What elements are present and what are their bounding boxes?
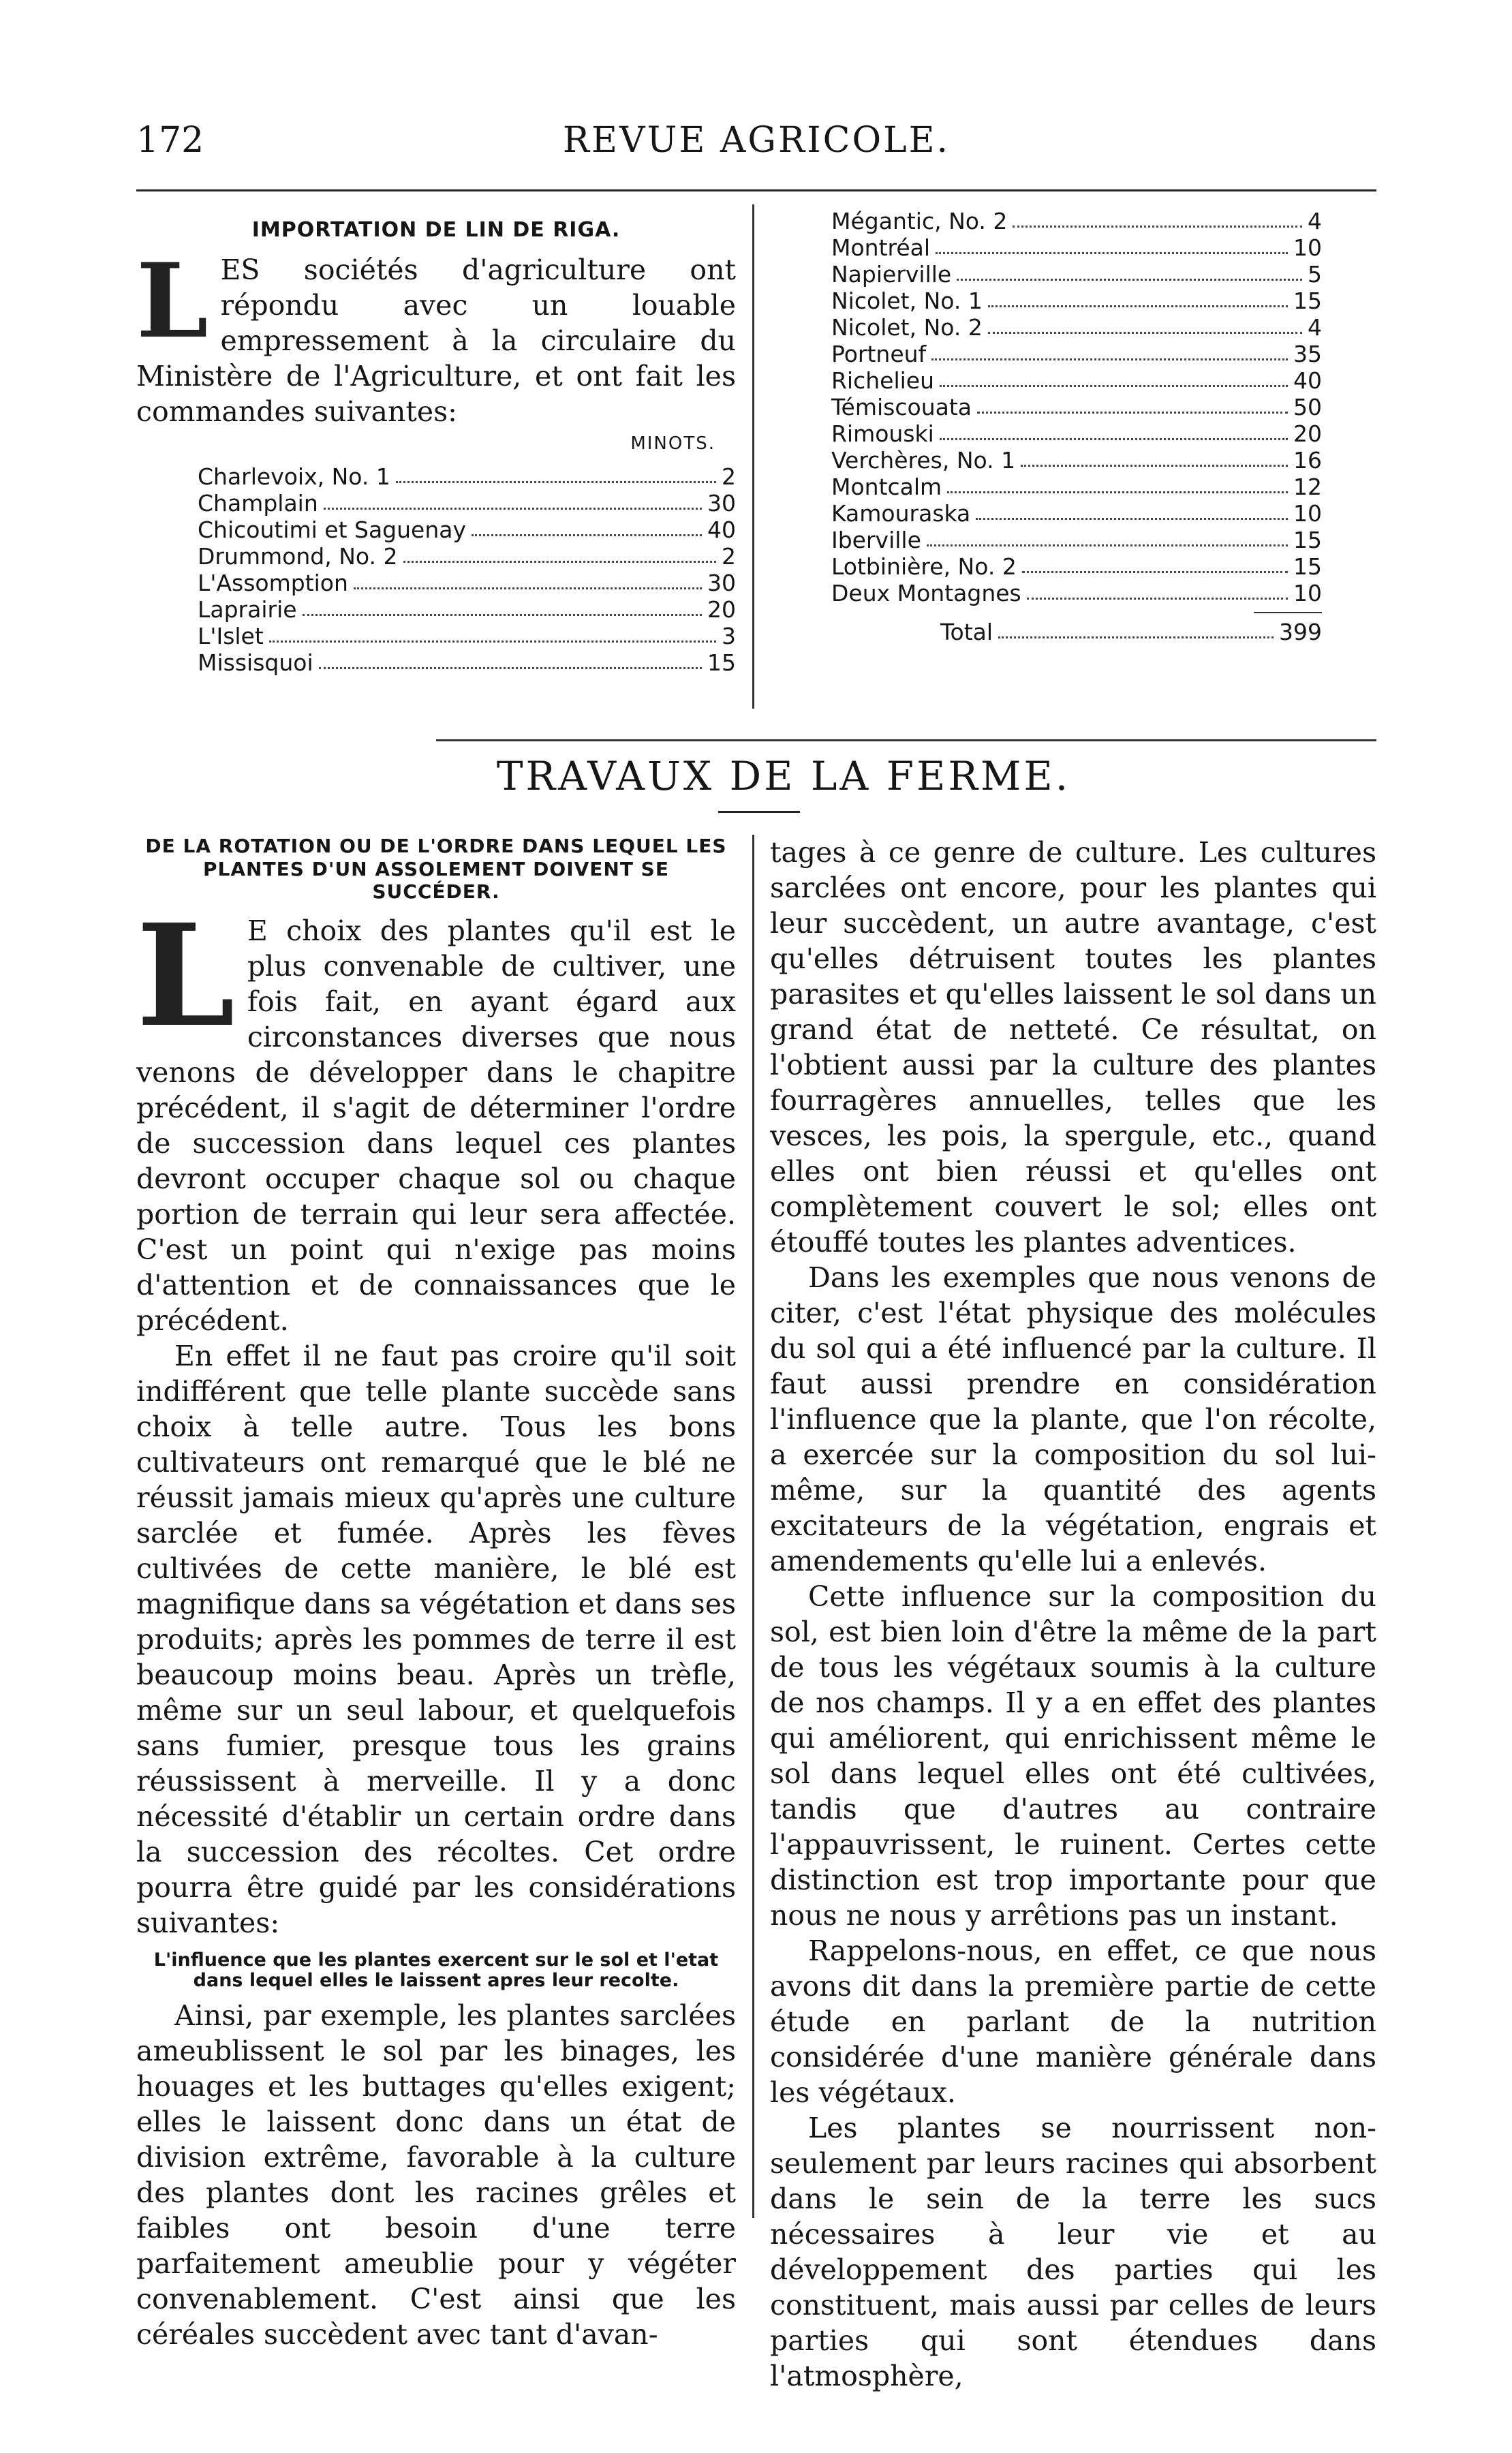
list-item-value: 10 bbox=[1293, 580, 1322, 606]
list-item-name: Lotbinière, No. 2 bbox=[831, 553, 1017, 580]
list-item-name: Chicoutimi et Saguenay bbox=[198, 516, 467, 543]
list-item-name: Missisquoi bbox=[198, 649, 313, 676]
list-item bbox=[198, 490, 736, 516]
list-item-value: 15 bbox=[1293, 288, 1322, 314]
list-item bbox=[198, 596, 736, 623]
list-item-name: Kamouraska bbox=[831, 500, 971, 527]
list-item bbox=[831, 527, 1322, 553]
list-item-value: 40 bbox=[1293, 367, 1322, 394]
list-item-name: Champlain bbox=[198, 490, 318, 516]
list-item-value: 2 bbox=[722, 463, 736, 490]
list-item-value: 20 bbox=[1293, 420, 1322, 447]
list-item-name: L'Assomption bbox=[198, 570, 348, 596]
list-item-name: Laprairie bbox=[198, 596, 297, 623]
list-item bbox=[831, 420, 1322, 447]
left-paragraph-1: E choix des plantes qu'il est le plus convenable de cultiver, une fois fait, en ayant égard aux circonstances diverses que nous venons de développer dans le chapitre précédent, il s'agit de déterminer l'ordre de succession dans lequel ces plantes devront occuper chaque sol ou chaque portion de terrain qui leur sera affectée. C'est un point qui n'exige pas moins d'attention et de connaissances que le précédent. bbox=[136, 914, 736, 1337]
leader-dots bbox=[319, 667, 702, 669]
list-item-value: 10 bbox=[1293, 234, 1322, 261]
left-paragraph-2: En effet il ne faut pas croire qu'il soit indifférent que telle plante succède sans choix à telle autre. Tous les bons cultivateurs ont remarqué que le blé ne réussit jamais mieux qu'après une culture sarclée et fumée. Après les fèves cultivées de cette manière, le blé est magnifique dans sa végétation et dans ses produits; après les pommes de terre il est beaucoup moins beau. Après un trèfle, même sur un seul labour, et quelquefois sans fumier, presque tous les grains réussissent à merveille. Il y a donc nécessité d'établir un certain ordre dans la succession des récoltes. Cet ordre pourra être guidé par les considérations suivantes: bbox=[136, 1339, 736, 1939]
list-item bbox=[198, 516, 736, 543]
total-value: 399 bbox=[1279, 619, 1322, 645]
list-item-value: 20 bbox=[707, 596, 736, 623]
list-item bbox=[198, 649, 736, 676]
list-item bbox=[831, 261, 1322, 288]
leader-dots bbox=[957, 279, 1302, 281]
left-order-list bbox=[136, 463, 736, 676]
list-item-value: 4 bbox=[1308, 314, 1322, 341]
list-item-value: 3 bbox=[722, 623, 736, 649]
list-item-name: Montréal bbox=[831, 234, 931, 261]
list-item-name: Nicolet, No. 1 bbox=[831, 288, 983, 314]
leader-dots bbox=[354, 587, 702, 589]
list-item bbox=[831, 500, 1322, 527]
list-item-name: Drummond, No. 2 bbox=[198, 543, 398, 570]
leader-dots bbox=[1013, 226, 1302, 228]
total-leader bbox=[998, 636, 1274, 638]
list-item-value: 5 bbox=[1308, 261, 1322, 288]
subheading: L'influence que les plantes exercent sur le sol et l'etat dans lequel elles le laissent apres leur recolte. bbox=[153, 1949, 719, 1991]
import-intro-block bbox=[136, 241, 736, 429]
article-right-column bbox=[770, 835, 1376, 2394]
list-item-name: Portneuf bbox=[831, 341, 927, 367]
total-row bbox=[831, 619, 1322, 645]
list-item bbox=[831, 553, 1322, 580]
leader-dots bbox=[303, 614, 702, 616]
list-item bbox=[831, 288, 1322, 314]
leader-dots bbox=[472, 534, 702, 536]
list-item-value: 40 bbox=[707, 516, 736, 543]
list-item-name: Témiscouata bbox=[831, 394, 972, 420]
right-paragraph-4: Rappelons-nous, en effet, ce que nous avons dit dans la première partie de cette étude en parlant de la nutrition considérée d'une manière générale dans les végétaux. bbox=[770, 1934, 1376, 2109]
list-item-name: Verchères, No. 1 bbox=[831, 447, 1016, 474]
leader-dots bbox=[940, 385, 1288, 387]
list-item bbox=[198, 463, 736, 490]
list-item-value: 10 bbox=[1293, 500, 1322, 527]
list-item bbox=[831, 580, 1322, 606]
page-number: 172 bbox=[136, 120, 204, 161]
total-label: Total bbox=[940, 619, 993, 645]
right-paragraph-2: Dans les exemples que nous venons de citer, c'est l'état physique des molécules du sol qui a été influencé par la culture. Il faut aussi prendre en considération l'influence que la plante, que l'on récolte, a exercée sur la composition du sol lui-même, sur la quantité des agents excitateurs de la végétation, engrais et amendements qu'elle lui a enlevés. bbox=[770, 1261, 1376, 1577]
leader-dots bbox=[1021, 465, 1288, 467]
leader-dots bbox=[947, 491, 1288, 493]
column-divider-top bbox=[752, 204, 754, 709]
section-top-rule bbox=[436, 739, 1376, 741]
column-divider-bottom bbox=[752, 835, 754, 2218]
leader-dots bbox=[1022, 571, 1288, 573]
list-item-name: Montcalm bbox=[831, 474, 942, 500]
list-item-name: L'Islet bbox=[198, 623, 264, 649]
list-item-name: Iberville bbox=[831, 527, 921, 553]
list-item bbox=[198, 623, 736, 649]
list-item-value: 15 bbox=[707, 649, 736, 676]
import-intro: ES sociétés d'agriculture ont répondu avec un louable empressement à la circulaire du Ministère de l'Agriculture, et ont fait les commandes suivantes: bbox=[136, 253, 736, 428]
article-dropcap: L bbox=[136, 893, 235, 1058]
leader-dots bbox=[936, 252, 1288, 254]
list-item-name: Nicolet, No. 2 bbox=[831, 314, 983, 341]
list-item bbox=[198, 543, 736, 570]
list-item-value: 12 bbox=[1293, 474, 1322, 500]
article-right-text bbox=[770, 835, 1376, 2394]
section-title: TRAVAUX DE LA FERME. bbox=[496, 753, 1071, 799]
list-item bbox=[831, 234, 1322, 261]
list-item-name: Mégantic, No. 2 bbox=[831, 208, 1008, 234]
list-item-value: 35 bbox=[1293, 341, 1322, 367]
list-item-value: 50 bbox=[1293, 394, 1322, 420]
leader-dots bbox=[931, 358, 1288, 360]
list-item-value: 30 bbox=[707, 570, 736, 596]
list-item-value: 30 bbox=[707, 490, 736, 516]
leader-dots bbox=[988, 305, 1288, 307]
list-item-value: 2 bbox=[722, 543, 736, 570]
article-left-text bbox=[136, 893, 736, 2352]
leader-dots bbox=[269, 641, 716, 643]
list-item-name: Napierville bbox=[831, 261, 952, 288]
list-item bbox=[831, 447, 1322, 474]
header-rule bbox=[136, 189, 1376, 191]
list-item bbox=[831, 314, 1322, 341]
leader-dots bbox=[977, 412, 1288, 414]
leader-dots bbox=[403, 561, 717, 563]
leader-dots bbox=[1027, 598, 1288, 600]
list-item-name: Richelieu bbox=[831, 367, 935, 394]
leader-dots bbox=[396, 481, 716, 483]
total-rule bbox=[1254, 612, 1322, 613]
unit-header: MINOTS. bbox=[630, 433, 715, 454]
right-order-list bbox=[831, 208, 1322, 606]
leader-dots bbox=[940, 438, 1288, 440]
list-item-name: Rimouski bbox=[831, 420, 934, 447]
list-item bbox=[831, 394, 1322, 420]
leader-dots bbox=[324, 508, 702, 510]
import-section-title: IMPORTATION DE LIN DE RIGA. bbox=[251, 218, 621, 242]
article-left-column bbox=[136, 835, 736, 2352]
list-item bbox=[831, 208, 1322, 234]
leader-dots bbox=[976, 518, 1288, 520]
list-item bbox=[831, 367, 1322, 394]
import-section-right bbox=[831, 208, 1322, 645]
running-head bbox=[136, 120, 1376, 168]
journal-title: REVUE AGRICOLE. bbox=[562, 120, 951, 161]
section-title-rule bbox=[718, 811, 800, 813]
list-item-value: 15 bbox=[1293, 553, 1322, 580]
import-section-left bbox=[136, 218, 736, 676]
leader-dots bbox=[988, 332, 1302, 334]
list-item bbox=[831, 474, 1322, 500]
list-item-value: 4 bbox=[1308, 208, 1322, 234]
left-paragraph-3: Ainsi, par exemple, les plantes sarclées ameublissent le sol par les binages, les houages et les buttages qu'elles exigent; elles le laissent donc dans un état de division extrême, favorable à la culture des plantes dont les racines grêles et faibles ont besoin d'une terre parfaitement ameublie pour y végéter convenablement. C'est ainsi que les céréales succèdent avec tant d'avan- bbox=[136, 1999, 736, 2351]
right-paragraph-5: Les plantes se nourrissent non-seulement par leurs racines qui absorbent dans le sein de la terre les sucs nécessaires à leur vie et au développement des parties qui les constituent, mais aussi par celles de leurs parties qui sont étendues dans l'atmosphère, bbox=[770, 2112, 1376, 2392]
list-item bbox=[831, 341, 1322, 367]
dropcap-letter: L bbox=[136, 241, 209, 361]
list-item-name: Deux Montagnes bbox=[831, 580, 1021, 606]
right-paragraph-1: tages à ce genre de culture. Les cultures sarclées ont encore, pour les plantes qui leur succèdent, un autre avantage, c'est qu'elles détruisent toutes les plantes parasites et qu'elles laissent le sol dans un grand état de netteté. Ce résultat, on l'obtient aussi par la culture des plantes fourragères annuelles, telles que les vesces, les pois, la spergule, etc., quand elles ont bien réussi et qu'elles ont complètement couvert le sol; elles ont étouffé toutes les plantes adventices. bbox=[770, 836, 1376, 1259]
list-item-value: 15 bbox=[1293, 527, 1322, 553]
right-paragraph-3: Cette influence sur la composition du sol, est bien loin d'être la même de la part de tous les végétaux soumis à la culture de nos champs. Il y a en effet des plantes qui améliorent, qui enrichissent même le sol dans lequel elles ont été cultivées, tandis que d'autres au contraire l'appauvrissent, le ruinent. Certes cette distinction est trop importante pour que nous ne nous y arrêtions pas un instant. bbox=[770, 1580, 1376, 1932]
list-item bbox=[198, 570, 736, 596]
leader-dots bbox=[927, 544, 1288, 546]
article-title: DE LA ROTATION OU DE L'ORDRE DANS LEQUEL LES PLANTES D'UN ASSOLEMENT DOIVENT SE SUCCÉDER. bbox=[145, 835, 727, 904]
list-item-name: Charlevoix, No. 1 bbox=[198, 463, 390, 490]
list-item-value: 16 bbox=[1293, 447, 1322, 474]
